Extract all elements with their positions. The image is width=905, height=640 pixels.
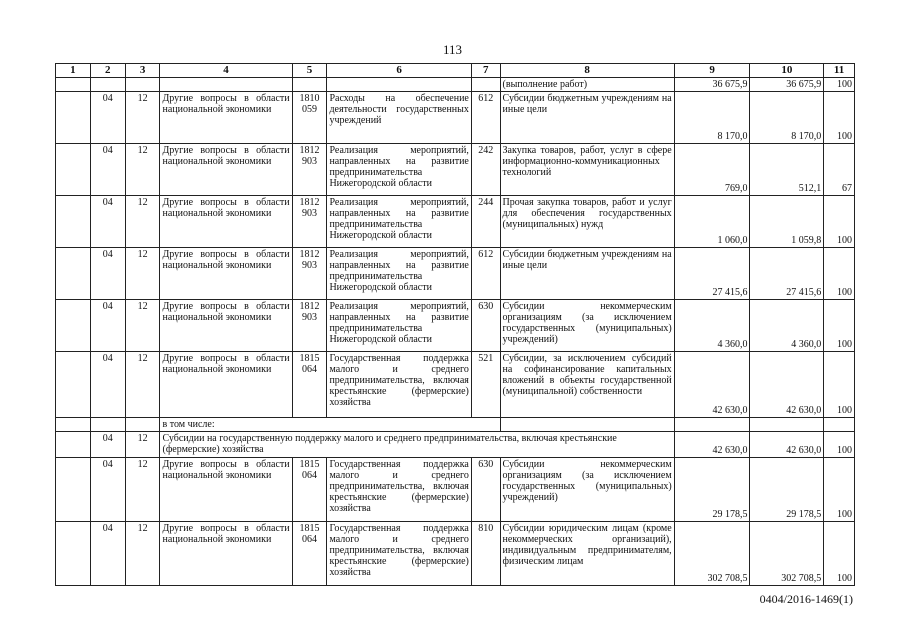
cell-c2: 04: [90, 144, 125, 196]
cell-c2: 04: [90, 522, 125, 586]
including-row: [56, 418, 855, 432]
cell-c11: 100: [824, 352, 855, 418]
cell-c4: Другие вопросы в области национальной экономики: [160, 248, 292, 300]
cell-c3: 12: [125, 522, 160, 586]
cell-c7: 521: [471, 352, 500, 418]
cell-c5: 1812 903: [292, 300, 327, 352]
cell-c8: Субсидии некоммерческим организациям (за исключением государственных (муниципальных) учреждений): [500, 300, 674, 352]
cell-c5: 1812 903: [292, 144, 327, 196]
table-row: [56, 144, 855, 196]
cell-c3: 12: [125, 92, 160, 144]
column-header-3: 3: [125, 64, 160, 78]
cell-c2: 04: [90, 458, 125, 522]
cell-c1: [56, 300, 91, 352]
cell-c3: 12: [125, 144, 160, 196]
cell-c4: Другие вопросы в области национальной экономики: [160, 458, 292, 522]
cell-c7: 630: [471, 300, 500, 352]
cell-c4: Другие вопросы в области национальной экономики: [160, 92, 292, 144]
cell-c9: 769,0: [674, 144, 750, 196]
cell-c4: Другие вопросы в области национальной экономики: [160, 522, 292, 586]
cell-c9: 42 630,0: [674, 432, 750, 458]
cell-c2: 04: [90, 248, 125, 300]
cell-c2: [90, 418, 125, 432]
column-header-2: 2: [90, 64, 125, 78]
subsidy-summary-row: [56, 432, 855, 458]
cell-c6: Реализация мероприятий, направленных на развитие предпринимательства Нижегородской области: [327, 300, 471, 352]
cell-c9: 29 178,5: [674, 458, 750, 522]
cell-c7: 244: [471, 196, 500, 248]
cell-c10: 27 415,6: [750, 248, 824, 300]
column-header-9: 9: [674, 64, 750, 78]
cell-c10: 8 170,0: [750, 92, 824, 144]
cell-c11: 100: [824, 522, 855, 586]
cell-c6: Реализация мероприятий, направленных на развитие предпринимательства Нижегородской области: [327, 196, 471, 248]
table-row: [56, 522, 855, 586]
cell-c3: 12: [125, 248, 160, 300]
cell-c7: 810: [471, 522, 500, 586]
cell-c5: 1810 059: [292, 92, 327, 144]
cell-c5: 1812 903: [292, 248, 327, 300]
cell-c4: Другие вопросы в области национальной экономики: [160, 300, 292, 352]
cell-c10: 512,1: [750, 144, 824, 196]
table-row: [56, 352, 855, 418]
cell-c8: [500, 418, 674, 432]
cell-c3: 12: [125, 432, 160, 458]
cell-c9: 36 675,9: [674, 78, 750, 92]
cell-c10: 4 360,0: [750, 300, 824, 352]
cell-c6: Государственная поддержка малого и среднего предпринимательства, включая крестьянские (фермерские) хозяйства: [327, 522, 471, 586]
cell-c2: 04: [90, 300, 125, 352]
cell-c8: Субсидии юридическим лицам (кроме некоммерческих организаций), индивидуальным предпринимателям, физическим лицам: [500, 522, 674, 586]
cell-c11: 100: [824, 78, 855, 92]
cell-c11: 100: [824, 196, 855, 248]
cell-c7: 612: [471, 248, 500, 300]
subsidy-description: Субсидии на государственную поддержку малого и среднего предпринимательства, включая крестьянские (фермерские) хозяйства: [160, 432, 674, 458]
cell-c9: 27 415,6: [674, 248, 750, 300]
cell-c11: 100: [824, 458, 855, 522]
cell-c3: 12: [125, 196, 160, 248]
column-header-7: 7: [471, 64, 500, 78]
cell-c1: [56, 248, 91, 300]
cell-c1: [56, 418, 91, 432]
column-header-8: 8: [500, 64, 674, 78]
table-row: [56, 248, 855, 300]
cell-c1: [56, 522, 91, 586]
cell-c10: [750, 418, 824, 432]
column-header-4: 4: [160, 64, 292, 78]
cell-c6: Расходы на обеспечение деятельности государственных учреждений: [327, 92, 471, 144]
cell-c8: Субсидии бюджетным учреждениям на иные цели: [500, 248, 674, 300]
cell-c6: Реализация мероприятий, направленных на развитие предпринимательства Нижегородской области: [327, 248, 471, 300]
cell-c11: 67: [824, 144, 855, 196]
cell-c1: [56, 458, 91, 522]
cell-c1: [56, 432, 91, 458]
column-header-5: 5: [292, 64, 327, 78]
column-header-10: 10: [750, 64, 824, 78]
cell-c5: 1815 064: [292, 522, 327, 586]
cell-c10: 29 178,5: [750, 458, 824, 522]
cell-c10: 42 630,0: [750, 352, 824, 418]
cell-c9: 1 060,0: [674, 196, 750, 248]
cell-c3: 12: [125, 352, 160, 418]
cell-c2: 04: [90, 196, 125, 248]
cell-c2: 04: [90, 432, 125, 458]
cell-c9: 8 170,0: [674, 92, 750, 144]
page-number: 113: [442, 42, 463, 57]
table-row: [56, 92, 855, 144]
cell-c10: 1 059,8: [750, 196, 824, 248]
cell-c3: 12: [125, 458, 160, 522]
cell-c8: Прочая закупка товаров, работ и услуг для обеспечения государственных (муниципальных) нужд: [500, 196, 674, 248]
cell-c5: 1815 064: [292, 458, 327, 522]
cell-c11: 100: [824, 300, 855, 352]
cell-c8: Субсидии, за исключением субсидий на софинансирование капитальных вложений в объекты государственной (муниципальной) собственности: [500, 352, 674, 418]
column-header-6: 6: [327, 64, 471, 78]
cell-c10: 36 675,9: [750, 78, 824, 92]
column-header-1: 1: [56, 64, 91, 78]
cell-c1: [56, 144, 91, 196]
cell-c6: Государственная поддержка малого и среднего предпринимательства, включая крестьянские (фермерские) хозяйства: [327, 458, 471, 522]
cell-c8: Закупка товаров, работ, услуг в сфере информационно-коммуникационных технологий: [500, 144, 674, 196]
cell-c11: 100: [824, 248, 855, 300]
header-row: [56, 64, 855, 78]
cell-c6: Реализация мероприятий, направленных на развитие предпринимательства Нижегородской области: [327, 144, 471, 196]
cell-c10: 302 708,5: [750, 522, 824, 586]
cell-c5: 1815 064: [292, 352, 327, 418]
cell-c9: 302 708,5: [674, 522, 750, 586]
carry-row: [56, 78, 855, 92]
cell-c11: [824, 418, 855, 432]
cell-c11: 100: [824, 92, 855, 144]
table-row: [56, 458, 855, 522]
cell-c9: [674, 418, 750, 432]
cell-c11: 100: [824, 432, 855, 458]
cell-c4: Другие вопросы в области национальной экономики: [160, 352, 292, 418]
cell-c4: Другие вопросы в области национальной экономики: [160, 144, 292, 196]
cell-c9: 4 360,0: [674, 300, 750, 352]
cell-c7: 612: [471, 92, 500, 144]
cell-c3: [125, 418, 160, 432]
column-header-11: 11: [824, 64, 855, 78]
cell-c6: Государственная поддержка малого и среднего предпринимательства, включая крестьянские (фермерские) хозяйства: [327, 352, 471, 418]
cell-c8: Субсидии бюджетным учреждениям на иные цели: [500, 92, 674, 144]
cell-c1: [56, 352, 91, 418]
cell-c10: 42 630,0: [750, 432, 824, 458]
cell-c2: 04: [90, 92, 125, 144]
including-label: в том числе:: [160, 418, 500, 432]
cell-c7: 242: [471, 144, 500, 196]
cell-c3: 12: [125, 300, 160, 352]
cell-c1: [56, 196, 91, 248]
cell-c9: 42 630,0: [674, 352, 750, 418]
cell-c7: 630: [471, 458, 500, 522]
table-row: [56, 300, 855, 352]
cell-c8: (выполнение работ): [500, 78, 674, 92]
cell-c5: 1812 903: [292, 196, 327, 248]
document-code: 0404/2016-1469(1): [759, 592, 853, 606]
cell-c8: Субсидии некоммерческим организациям (за исключением государственных (муниципальных) учреждений): [500, 458, 674, 522]
cell-c2: 04: [90, 352, 125, 418]
budget-table: [55, 63, 855, 586]
table-row: [56, 196, 855, 248]
cell-c1: [56, 92, 91, 144]
cell-c4: Другие вопросы в области национальной экономики: [160, 196, 292, 248]
